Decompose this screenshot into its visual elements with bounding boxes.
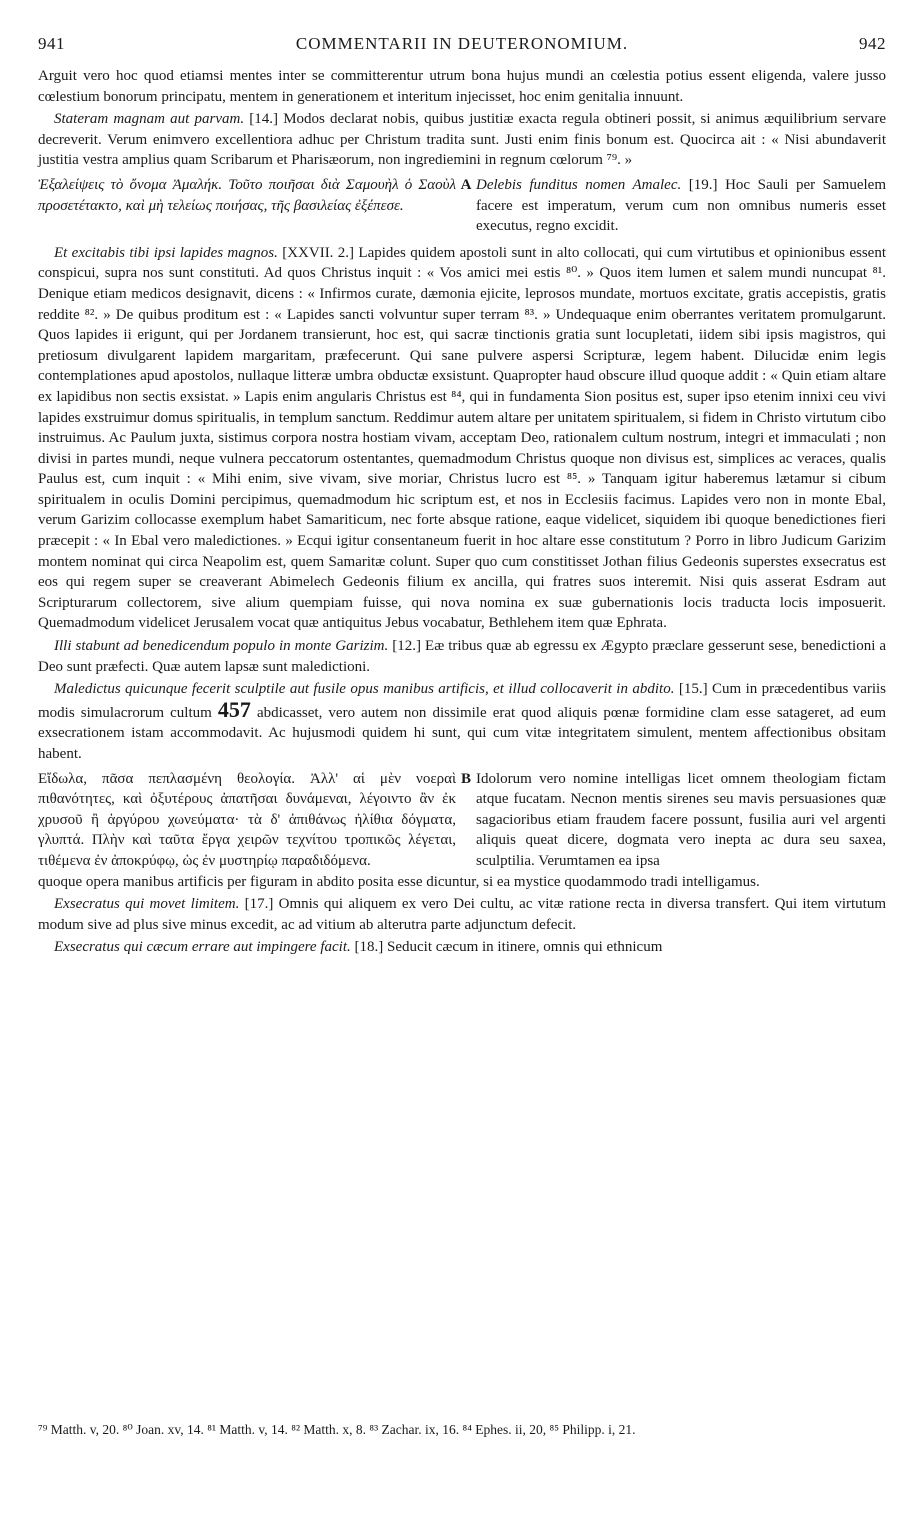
commentary-text: Eæ tribus quæ ab egressu ex Ægypto præclare gesserunt sese, benedictioni a Deo sunt præfecti. Quæ autem lapsæ sunt maledictioni. (38, 638, 887, 675)
page-title: COMMENTARII IN DEUTERONOMIUM. (295, 34, 629, 53)
lemma: Illi stabunt ad benedicendum populo in monte Garizim. (54, 638, 389, 655)
paragraph-intro: Arguit vero hoc quod etiamsi mentes inter se committerentur utrum bona hujus mundi an cœlestia potius essent eligenda, valere jusso cœlestium bonorum principatu, mentem in generationem et interitum injecisset, hoc enim genitalia innuunt. (38, 68, 886, 105)
verse-ref: [18.] (354, 939, 384, 956)
lemma: Stateram magnam aut parvam. (54, 111, 245, 128)
bilingual-block-b (38, 769, 886, 872)
commentary-text: Cum in præcedentibus variis modis simulacrorum cultum (38, 681, 887, 721)
commentary-text: Lapides quidem apostoli sunt in alto collocati, qui cum virtutibus et opinionibus essent conspicui, supra nos sunt constituti. Ad quos Christus inquit : « Vos amici mei estis ⁸⁰. » Quos item lumen et salem mundi nuncupat ⁸¹. Denique etiam medicos designavit, dicens : « Infirmos curate, dæmonia ejicite, leprosos mundate, mortuos excitate, gratis accepistis, gratis reddite ⁸². » De quibus proditum est : « Lapides sancti volvuntur super terram ⁸³. » Undequaque enim oberrantes veritatem promulgarunt. Quos lapides ii erigunt, qui per Jordanem transierunt, hoc est, qui sacræ tinctionis gratia sunt locupletati, iidem sibi ipsis magistros, qui pretiosum divulgarent lapidem margaritam, præfecerunt. Qui sane pulvere aspersi Scripturæ, legem habent. Dilucidæ enim legis contemplationes apud apostolos, nullaque litteræ umbra obductæ exsistunt. Quapropter haud obscure illud quoque addit : « Quin etiam altare ex lapidibus non sectis exsistat. » Lapis enim angularis Christus est ⁸⁴, qui in fundamenta Sion positus est, super ipso etenim innixi ceu vivi lapides exstruimur domus spiritualis, in templum sanctum. Reddimur autem altare per unitatem spiritualem, si fidem in Christo virtutum cibo instruimus. Ac Paulum juxta, sistimus corpora nostra hostiam vivam, acceptam Deo, rationalem cultum nostrum, integri et immaculati ; non divisi in partes mundi, neque vulnera peccatorum ostentantes, quemadmodum Christus quoque non divisus est, simplices ac veraces, qualis Paulus est, cum inquit : « Mihi enim, sive vivam, sive moriar, Christus lucro est ⁸⁵. » Tanquam igitur haberemus lætamur si cibum spiritualem in oculis Domini percipimus, quemadmodum hic scriptum est, et nos in Ecclesiis facimus. Lapides vero non in monte Ebal, verum Garizim collocasse exemplum habet Samariticum, nec forte absque ratione, eaque videlicet, siquidem ibi quoque benedictiones fieri præcepit : « In Ebal vero maledictiones. » Ecqui igitur consentaneum fuerit in hoc altare esse constitutum ? Porro in libro Judicum Garizim montem nominat qui circa Neapolim est, quem Samaritæ colunt. Super quo cum constitisset Jothan filius Gedeonis superstes exsecratus est eos qui regem super se creaverant Abimelech Gedeonis filium ex ancilla, qui fratres suos interemit. Nisi quis asserat Esdram aut Scripturarum collectorem, sive alium quempiam fuisse, qui nova nomina ex suæ gubernationis locis traducta locis imposuerit. Quemadmodum videlicet Jerusalem vocat quæ antiquitus Jebus vocabatur, Bethlehem item quæ Ephrata. (38, 244, 887, 632)
greek-column: Εἴδωλα, πᾶσα πεπλασμένη θεολογία. Ἀλλ' αἱ μὲν νοεραὶ πιθανότητες, καὶ ὀξυτέρους ἀπατῆσαι δυνάμεναι, λέγοιντο ἂν ἐκ χρυσοῦ ἢ ἀργύρου χωνεύματα· τὰ δ' ἀπιθάνως ἠλίθια δόγματα, γλυπτά. Πλὴν καὶ ταῦτα ἔργα χειρῶν τεχνίτου τροπικῶς λέγεται, τιθέμενα ἐν ἀποκρύφῳ, ὡς ἐν μυστηρίῳ παραδιδόμενα. (38, 770, 456, 869)
greek-column: Ἐξαλείψεις τὸ ὄνομα Ἀμαλήκ. Τοῦτο ποιῆσαι διὰ Σαμουὴλ ὁ Σαοὺλ προσετέτακτο, καὶ μὴ τελείως ποιήσας, τῆς βασιλείας ἐξέπεσε. (38, 176, 456, 214)
column-marker: B (460, 770, 471, 787)
paragraph-continuation: quoque opera manibus artificis per figuram in abdito posita esse dicuntur, si ea mystice quodammodo tradi intelligamus. (38, 873, 760, 890)
paragraph-staterarn (38, 109, 886, 171)
lemma: Exsecratus qui cæcum errare aut impingere facit. (54, 939, 351, 956)
commentary-text: Omnis qui aliquem ex vero Dei cultu, ac vitæ ratione recta in diversa transfert. Qui item virtutum modum sive ad plus sive minus excedit, ac ad vitium ab alterutra parte adjunctum defecit. (38, 896, 887, 933)
latin-column (476, 175, 886, 237)
paragraph-sculptile (38, 679, 886, 764)
paragraph-caecum (38, 937, 886, 958)
latin-text: [19.] Hoc Sauli per Samuelem facere est imperatum, verum cum non omnibus numeris esset executus, regno excidit. (476, 176, 887, 235)
verse-ref: [17.] (244, 896, 274, 913)
verse-ref: [15.] (678, 681, 708, 698)
lemma: Et excitabis tibi ipsi lapides magnos. (54, 244, 278, 261)
bilingual-block-a (38, 175, 886, 237)
commentary-text: abdicasset, vero autem non dissimile erat quod aliquis pœnæ formidine clam esse satageret, ad eum exsecrationem istam accommodavit. Ac hujusmodi quidem hi sunt, qui cum vitæ integritatem simulent, mentem affectionibus obsitam habent. (38, 704, 886, 762)
paragraph-garizim (38, 636, 886, 677)
column-number: 457 (217, 696, 251, 722)
commentary-text: Seducit cæcum in itinere, omnis qui ethnicum (387, 939, 663, 956)
verse-ref: [14.] (249, 111, 279, 128)
column-marker: A (460, 176, 472, 193)
lemma: Exsecratus qui movet limitem. (54, 896, 240, 913)
commentary-text: Modos declarat nobis, quibus justitiæ exacta regula obtineri possit, si animus æquilibrium servare decreverit. Verum enimvero excellentiora adhuc per Christum tradita sunt. Justi enim finis bonum est. Quocirca ait : « Nisi abundaverit justitia vestra amplius quam Scribarum et Pharisæorum, non ingrediemini in regnum cœlorum ⁷⁹. » (38, 111, 886, 169)
latin-column: Idolorum vero nomine intelligas licet omnem theologiam fictam atque fucatam. Necnon mentis sirenes seu mavis persuasiones quæ sagacioribus etiam fraudem facere possunt, fusilia auri vel argenti aliquis queat dicere, dogmata vero inepta ac dura seu saxea, sculptilia. Verumtamen ea ipsa (476, 770, 886, 869)
lemma: Maledictus quicunque fecerit sculptile aut fusile opus manibus artificis, et illud collocaverit in abdito. (54, 681, 675, 698)
paragraph-lapides (38, 243, 886, 634)
page-number-right: 942 (858, 34, 886, 53)
paragraph-limitem (38, 894, 886, 935)
footnotes: ⁷⁹ Matth. v, 20. ⁸⁰ Joan. xv, 14. ⁸¹ Matth. v, 14. ⁸² Matth. x, 8. ⁸³ Zachar. ix, 16. ⁸⁴ Ephes. ii, 20, ⁸⁵ Philipp. i, 21. (38, 1422, 636, 1437)
page-number-left: 941 (38, 34, 65, 53)
verse-ref: [12.] (392, 638, 422, 655)
lemma: Delebis funditus nomen Amalec. (476, 176, 682, 193)
running-header (38, 34, 886, 62)
verse-ref: [XXVII. 2.] (282, 244, 355, 261)
